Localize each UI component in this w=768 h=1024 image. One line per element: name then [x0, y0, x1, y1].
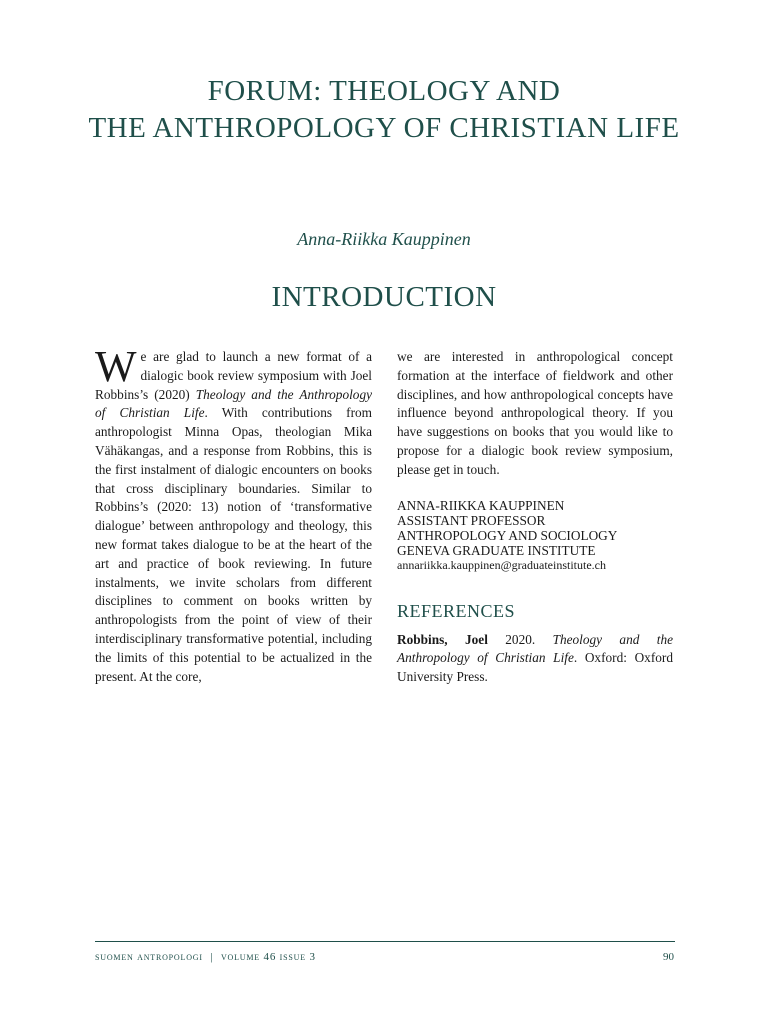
- page-number: 90: [663, 951, 674, 963]
- signature-position: ASSISTANT PROFESSOR: [397, 512, 546, 528]
- intro-text-part-2: . With contributions from anthropologist Minna Opas, theologian Mika Vähäkangas, and a response from Robbins, this is the first instalment of dialogic encounters on books that cross disciplinary boundaries. Similar to Robbins’s (2020: 13) notion of ‘transformative dialogue’ between anthropology and theology, this new format takes dialogue to be at the heart of the art and practice of book reviewing. In future instalments, we invite scholars from different disciplines to comment on books written by anthropologists from the point of view of their interdisciplinary transformative potential, including the limits of this potential to be actualized in the present. At the core,: [95, 405, 372, 684]
- signature-department: ANTHROPOLOGY AND SOCIOLOGY: [397, 527, 618, 543]
- reference-entry: [397, 631, 673, 687]
- author-name: Anna-Riikka Kauppinen: [297, 229, 471, 249]
- article-title-line-2: THE ANTHROPOLOGY OF CHRISTIAN LIFE: [88, 112, 680, 144]
- intro-paragraph: [95, 342, 372, 686]
- signature-institution: GENEVA GRADUATE INSTITUTE: [397, 542, 596, 558]
- reference-publisher: . Oxford: Oxford University Press.: [397, 650, 673, 685]
- body-column-right: [397, 348, 673, 687]
- footer-journal-info: [95, 950, 316, 964]
- reference-author: Robbins, Joel: [397, 631, 488, 647]
- signature-block: [397, 498, 673, 573]
- signature-email[interactable]: annariikka.kauppinen@graduateinstitute.ch: [397, 557, 606, 572]
- footer-rule: [95, 941, 675, 942]
- reference-title: Theology and the Anthropology of Christian Life: [397, 631, 673, 666]
- footer-journal-name: suomen antropologi: [95, 951, 203, 963]
- signature-name: ANNA-RIIKKA KAUPPINEN: [397, 497, 565, 513]
- footer-separator: |: [210, 951, 214, 963]
- body-column-left: [95, 342, 372, 686]
- reference-year: 2020.: [487, 631, 553, 647]
- references-heading: REFERENCES: [397, 600, 516, 621]
- intro-text-part-1: e are glad to launch a new format of a dialogic book review symposium with Joel Robbins’s (2020): [95, 349, 372, 402]
- article-title-line-1: FORUM: THEOLOGY AND: [207, 75, 561, 107]
- book-title-italic: Theology and the Anthropology of Christian Life: [95, 386, 372, 421]
- section-heading: INTRODUCTION: [271, 281, 497, 313]
- drop-cap: W: [95, 342, 137, 391]
- footer-volume: volume 46 issue 3: [220, 951, 316, 963]
- intro-paragraph-continued: we are interested in anthropological concept formation at the interface of fieldwork and other disciplines, and how anthropological concepts have influence beyond anthropological theory. If you have suggestions on books that you would like to propose for a dialogic book review symposium, please get in touch.: [397, 349, 673, 477]
